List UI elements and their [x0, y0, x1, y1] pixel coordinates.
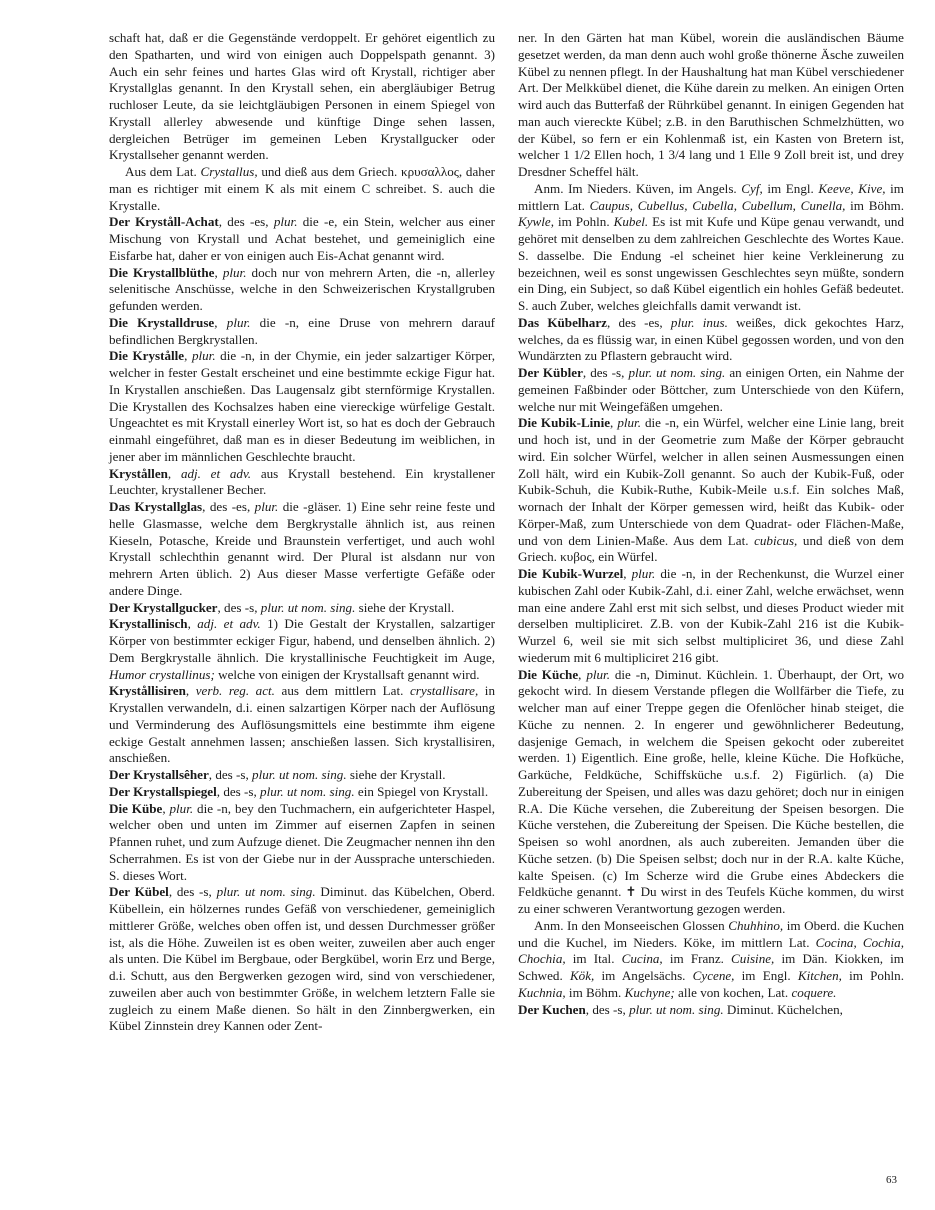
paragraph — [109, 164, 495, 214]
italic-text: adj. et adv. — [180, 465, 252, 481]
text-run: im mittlern Lat. — [518, 180, 904, 213]
text-run: , — [167, 465, 181, 481]
text-run: die -n, bey den Tuchmachern, ein aufgerichteter Haspel, welcher oben und unten im Zimmer auf eisernen Zapfen in seinen Pfannen ruhet, und zum Aufzuge dienet. Die Zeugmacher nennen ihn den Scherrahmen. Es ist von der Giebe nur in der Aussprache unterschieden. S. dieses Wort. — [109, 800, 495, 883]
text-run: , des -s, — [168, 884, 217, 900]
text-run: und dieß von dem Griech. κυβος, ein Würfel. — [518, 532, 904, 565]
text-run: , des -s, — [582, 365, 629, 380]
italic-text: Cycene, — [692, 968, 735, 983]
italic-text: Caupus, Cubellus, Cubella, Cubellum, Cunella, — [589, 197, 846, 213]
text-run: im Böhm. — [565, 984, 625, 1000]
italic-text: plur. — [617, 415, 641, 431]
text-run: alle von kochen, Lat. — [674, 984, 792, 1000]
italic-text: Crystallus, — [200, 164, 258, 179]
text-run: im Engl. — [734, 968, 798, 983]
text-run: , — [162, 800, 170, 816]
headword: Die Krystalldruse — [109, 314, 215, 330]
headword: Der Kuchen — [518, 1001, 586, 1017]
dictionary-entry — [109, 801, 495, 885]
text-run: , des -s, — [585, 1001, 630, 1017]
headword: Krystållen — [109, 465, 168, 481]
dictionary-entry — [109, 784, 495, 801]
headword: Die Kubik-Linie — [518, 415, 611, 431]
text-run: im Ital. — [565, 951, 622, 967]
dictionary-entry — [109, 214, 495, 264]
dictionary-entry — [518, 566, 904, 667]
dictionary-entry — [518, 667, 904, 918]
headword: Die Küche — [518, 666, 579, 682]
paragraph — [518, 181, 904, 315]
headword: Das Kübelharz — [518, 314, 607, 330]
italic-text: plur. — [191, 348, 216, 364]
text-run: , des -s, — [208, 767, 253, 782]
dictionary-entry — [109, 767, 495, 784]
text-run: die -gläser. 1) Eine sehr reine feste und helle Glasmasse, welche dem Bergkrystalle ähnlich ist, aus reinen Kieseln, Potasche, Kreide und Braunstein verfertiget, und auch wohl Krystall schlechthin genannt wird. Der Plural ist alsdann nur von mehrern Arten üblich. 2) Aus dieser Masse verfertigte Gefäße oder andere Dinge. — [109, 499, 495, 598]
italic-text: plur. — [254, 499, 279, 514]
text-run: im Dän. Kiokken, im Schwed. — [518, 951, 904, 983]
italic-text: Cyf, — [741, 180, 763, 196]
headword: Krystållisiren — [109, 683, 186, 699]
text-run: im Pohln. — [554, 214, 614, 230]
italic-text: plur. ut nom. sing. — [216, 884, 316, 900]
italic-text: Humor crystallinus; — [109, 666, 215, 682]
italic-text: plur. ut nom. sing. — [260, 783, 355, 799]
dictionary-entry — [109, 499, 495, 600]
italic-text: Kök, — [569, 968, 595, 983]
text-run: Aus dem Lat. — [125, 164, 201, 179]
italic-text: plur. — [631, 566, 656, 581]
text-run: die -n, Diminut. Küchlein. 1. Überhaupt, der Ort, wo gekocht wird. In diesem Verstande pflegen die Wollfärber die Tiefe, zu welcher man auf einer Treppe gegen die Ofenlöcher hinab steiget, die Küche zu nennen. 2. In engerer und gewöhnlicherer Bedeutung, dasjenige Gemach, in welchem die Speisen gekocht oder zubereitet werden. 1) Eigentlich. Eine große, helle, kleine Küche. Die Hofküche, Garküche, Feldküche, Schiffsküche u.s.f. 2) Figürlich. (a) Die Zubereitung der Speisen, und alles was dazu gehöret; doch nur in einigen R.A. Die Küche versehen, die Zubereitung der Speisen besorgen. Die Küche verstehen, die Zubereitung der Speisen. Die Küche bestellen, die Speisen so wohl anordnen, als auch zubereiten. Jemanden über die Küche setzen. (b) Die Speisen selbst; doch nur in der R.A. kalte Küche, kalte Speisen. (c) Im Scherze wird die Grube eines Abdeckers die Feldküche genannt. ✝ Du wirst in des Teufels Küche kommen, du wirst zu einer schweren Verantwortung gezogen werden. — [518, 666, 904, 916]
text-run: im Pohln. — [841, 968, 904, 983]
italic-text: plur. ut nom. sing. — [260, 599, 356, 615]
text-run: welche von einigen der Krystallsaft genannt wird. — [214, 666, 480, 682]
text-run: , — [185, 683, 196, 699]
dictionary-entry — [109, 265, 495, 315]
text-run: , des -es, — [218, 214, 274, 230]
italic-text: plur. — [273, 214, 298, 230]
dictionary-entry — [518, 1002, 904, 1019]
text-run: im Böhm. — [845, 197, 905, 213]
paragraph — [518, 918, 904, 1002]
italic-text: Cuisine, — [731, 951, 775, 967]
italic-text: Kuchnia, — [518, 984, 566, 1000]
italic-text: plur. — [222, 264, 247, 280]
text-run: die -n, ein Würfel, welcher eine Linie lang, breit und hoch ist, und in der Geometrie zum Maße der Körper gebraucht wird. Ein solcher Würfel, welcher in allen seinen Ausmessungen einen Zoll hält, wird ein Kubik-Zoll genannt. So auch der Kubik-Fuß, oder Kubik-Schuh, die Kubik-Ruthe, Kubik-Meile u.s.f. Ein solches Maß, wornach der Inhalt der Körper gemessen wird, heißt das Kubik- oder Körper-Maß, zum Unterschiede von dem Quadrat- oder Flächen-Maße, und von dem Linien-Maße. Aus dem Lat. — [518, 415, 905, 548]
headword: Der Kübler — [518, 365, 583, 380]
headword: Der Krystallgucker — [109, 599, 218, 615]
text-run: 1) Die Gestalt der Krystallen, salzartiger Körper von bestimmter eckiger Figur, habend, und denselben ähnlich. 2) Dem Bergkrystalle ähnlich. Die krystallinische Feuchtigkeit im Auge, — [109, 616, 496, 665]
italic-text: Chuhhino, — [728, 917, 784, 933]
dictionary-entry — [109, 600, 495, 617]
text-run: in Krystallen verwandeln, d.i. einen salzartigen Körper nach der Auflösung und Verminderung des Auflösungsmittels eine bestimmte ihm eigene eckige Gestalt annehmen lassen; anschießen lassen. Sich krystallisiren, anschießen. — [109, 683, 495, 766]
italic-text: plur. — [586, 666, 610, 682]
paragraph — [109, 30, 495, 164]
italic-text: Keeve, Kive, — [818, 180, 886, 196]
text-run: , — [214, 264, 223, 280]
italic-text: plur. — [169, 800, 194, 816]
italic-text: adj. et adv. — [197, 616, 261, 632]
headword: Krystallinisch — [109, 616, 188, 632]
text-run: Diminut. das Kübelchen, Oberd. Kübellein, ein hölzernes rundes Gefäß von verschiedener, gemeiniglich mittlerer Größe, welches oben offen ist, und dessen Durchmesser größer ist, als die Höhe. Zuweilen ist es oben weiter, zuweilen aber auch enger als unten. Die Kübel im Bergbaue, oder Bergkübel, worin Erz und Berge, d.i. Schutt, aus den Bergwerken gezogen wird, sind von verschiedener, zuweilen aber auch von bestimmter Größe, in welchem letztern Falle sie zugleich zu einem Maße dienen. So hält in den Zinnbergwerken, ein Kübel Zinnstein drey Kannen oder Zent- — [109, 884, 496, 1034]
italic-text: Cocina, Cochia, Chochia, — [518, 934, 904, 967]
text-run: ein Spiegel von Krystall. — [354, 783, 489, 799]
italic-text: verb. reg. act. — [195, 683, 275, 699]
text-run: , — [578, 666, 587, 682]
text-run: , — [184, 348, 192, 364]
italic-text: Kywle, — [518, 214, 555, 230]
dictionary-entry — [109, 315, 495, 349]
text-run: doch nur von mehrern Arten, die -n, allerley selenitische Anschüsse, welche in den Schweizerischen Krystallgruben gefunden werden. — [109, 264, 495, 313]
text-run: , — [187, 616, 198, 632]
text-run: siehe der Krystall. — [355, 599, 455, 615]
text-run: im Engl. — [762, 180, 819, 196]
headword: Der Kübel — [109, 884, 169, 900]
headword: Der Kryståll-Achat — [109, 214, 219, 230]
text-run: Anm. In den Monseeischen Glossen — [534, 917, 729, 933]
page-number: 63 — [886, 1174, 897, 1186]
headword: Die Kübe — [109, 800, 163, 816]
right-column — [518, 30, 904, 1018]
italic-text: Cucina, — [621, 951, 663, 967]
text-run: Anm. Im Nieders. Küven, im Angels. — [534, 180, 742, 196]
left-column — [109, 30, 495, 1035]
dictionary-entry — [518, 315, 904, 365]
headword: Der Krystallsêher — [109, 767, 209, 782]
text-run: , des -es, — [606, 314, 671, 330]
dictionary-entry — [109, 683, 495, 767]
text-run: , — [610, 415, 618, 431]
italic-text: plur. ut nom. sing. — [628, 365, 726, 380]
dictionary-entry — [109, 616, 495, 683]
text-run: , des -es, — [202, 499, 255, 514]
text-run: die -e, ein Stein, welcher aus einer Mischung von Krystall und Achat bestehet, und gemeiniglich eine Eisfarbe hat, daher er von einigen auch Eis-Achat genannt wird. — [109, 214, 495, 263]
headword: Das Krystallglas — [109, 499, 203, 514]
headword: Die Kubik-Wurzel — [518, 566, 624, 581]
paragraph — [518, 30, 904, 181]
text-run: Diminut. Küchelchen, — [723, 1001, 843, 1017]
headword: Die Krystallblüthe — [109, 264, 215, 280]
text-run: siehe der Krystall. — [346, 767, 446, 782]
text-run: die -n, eine Druse von mehrern darauf befindlichen Bergkrystallen. — [109, 314, 496, 347]
text-run: aus dem mittlern Lat. — [274, 683, 410, 699]
italic-text: crystallisare, — [409, 683, 479, 699]
text-run: die -n, in der Chymie, ein jeder salzartiger Körper, welcher in fester Gestalt erscheinet und eine bestimmte eckige Figur hat. In Krystallen anschießen. Das Laugensalz gibt sternförmige Krystallen. Die Krystallen des Kochsalzes haben eine viereckige würfelige Gestalt. Ungeachtet es mit Krystall einerley Wort ist, so hat es doch der Gebrauch einmahl eingeführet, daß man es in dieser Bedeutung im weiblichen, in jener aber im männlichen Geschlechte braucht. — [109, 348, 496, 464]
dictionary-entry — [518, 365, 904, 415]
text-run: im Oberd. die Kuchen und die Kuchel, im Nieders. Köke, im mittlern Lat. — [518, 917, 904, 950]
text-run: an einigen Orten, ein Nahme der gemeinen Faßbinder oder Böttcher, zum Unterschiede von den Küfern, welche nur mit Weingefäßen umgehen. — [518, 365, 905, 414]
italic-text: coquere. — [791, 984, 837, 1000]
headword: Die Krystålle — [109, 348, 185, 364]
text-run: , des -s, — [217, 599, 261, 615]
dictionary-entry — [109, 348, 495, 465]
italic-text: Kitchen, — [797, 968, 842, 983]
text-run: , — [623, 566, 632, 581]
italic-text: Kubel. — [613, 214, 649, 230]
text-run: im Angelsächs. — [594, 968, 693, 983]
italic-text: plur. — [226, 314, 251, 330]
dictionary-entry — [518, 415, 904, 566]
text-run: schaft hat, daß er die Gegenstände verdoppelt. Er gehöret eigentlich zu den Spatharten, und wird von einigen auch Doppelspath genannt. 3) Auch ein sehr feines und hartes Glas wird oft Krystall, richtiger aber Krystallglas genannt. In den Krystall sehen, ein abergläubiger Betrug ruchloser Leute, da sie leichtgläubigen Personen in einem Spiegel von Krystall allerley abwesende und künftige Dinge sehen lassen, dergleichen Betrüger im gemeinen Leben Krystallgucker oder Krystallseher genannt werden. — [109, 30, 495, 163]
text-run: , — [214, 314, 227, 330]
text-run: aus Krystall bestehend. Ein krystallener Leuchter, krystallener Becher. — [109, 465, 496, 498]
italic-text: Kuchyne; — [624, 984, 675, 1000]
text-run: die -n, in der Rechenkunst, die Wurzel einer kubischen Zahl oder Kubik-Zahl, d.i. einer Zahl, welche erwächset, wenn man eine andere Zahl erst mit sich selbst, und dieses Product wieder mit derselben multipliciret. Z.B. von der Kubik-Zahl 216 ist die Kubik-Wurzel 6, weil sie mit sich selbst multipliciret 36, und diese Zahl wiederum mit 6 multipliciret 216 gibt. — [518, 566, 905, 665]
italic-text: plur. ut nom. sing. — [629, 1001, 724, 1017]
italic-text: plur. inus. — [670, 314, 728, 330]
text-run: ner. In den Gärten hat man Kübel, worein die ausländischen Bäume gesetzet werden, da man denn auch wohl große thönerne Äsche zuweilen Kübel zu nennen pflegt. In der Haushaltung hat man Kübel verschiedener Art. Der Melkkübel dienet, die Kühe darein zu melken. An einigen Orten wird auch das Butterfaß der Rührkübel genannt. In einigen Gegenden hat man auch viereckte Kübel; z.B. in den Baruthischen Schmelzhütten, wo der Kübel, so fern er ein Kohlenmaß ist, ein Kasten von Bretern ist, welcher 1 1/2 Ellen hoch, 1 3/4 lang und 1 Elle 9 Zoll breit ist, und drey Dresdner Scheffel hält. — [518, 30, 904, 179]
dictionary-entry — [109, 884, 495, 1035]
text-run: Es ist mit Kufe und Küpe genau verwandt, und gehöret mit denselben zu dem zahlreichen Geschlechte des Wortes Kaue. S. dasselbe. Die Endung -el scheinet hier keine Verkleinerung zu bezeichnen, weil es sonst ungewissen Geschlechtes seyn müßte, sondern ein Ding, ein Subject, so daß Kübel eigentlich ein hohles Gefäß bedeutet. S. auch Zuber, welches gleichfalls damit verwandt ist. — [518, 214, 904, 313]
headword: Der Krystallspiegel — [109, 783, 217, 799]
italic-text: plur. ut nom. sing. — [252, 767, 347, 782]
text-run: und dieß aus dem Griech. κρυσαλλος, daher man es richtiger mit einem K als mit einem C schreibet. S. auch die Krystalle. — [109, 164, 495, 213]
italic-text: cubicus, — [754, 532, 798, 548]
dictionary-entry — [109, 466, 495, 500]
text-run: im Franz. — [662, 951, 732, 967]
text-run: weißes, dick gekochtes Harz, welches, da es flüssig war, in einen Kübel gegossen worden, und von den Wundärzten zu Pflastern gebraucht wird. — [518, 314, 904, 364]
text-run: , des -s, — [216, 783, 261, 799]
